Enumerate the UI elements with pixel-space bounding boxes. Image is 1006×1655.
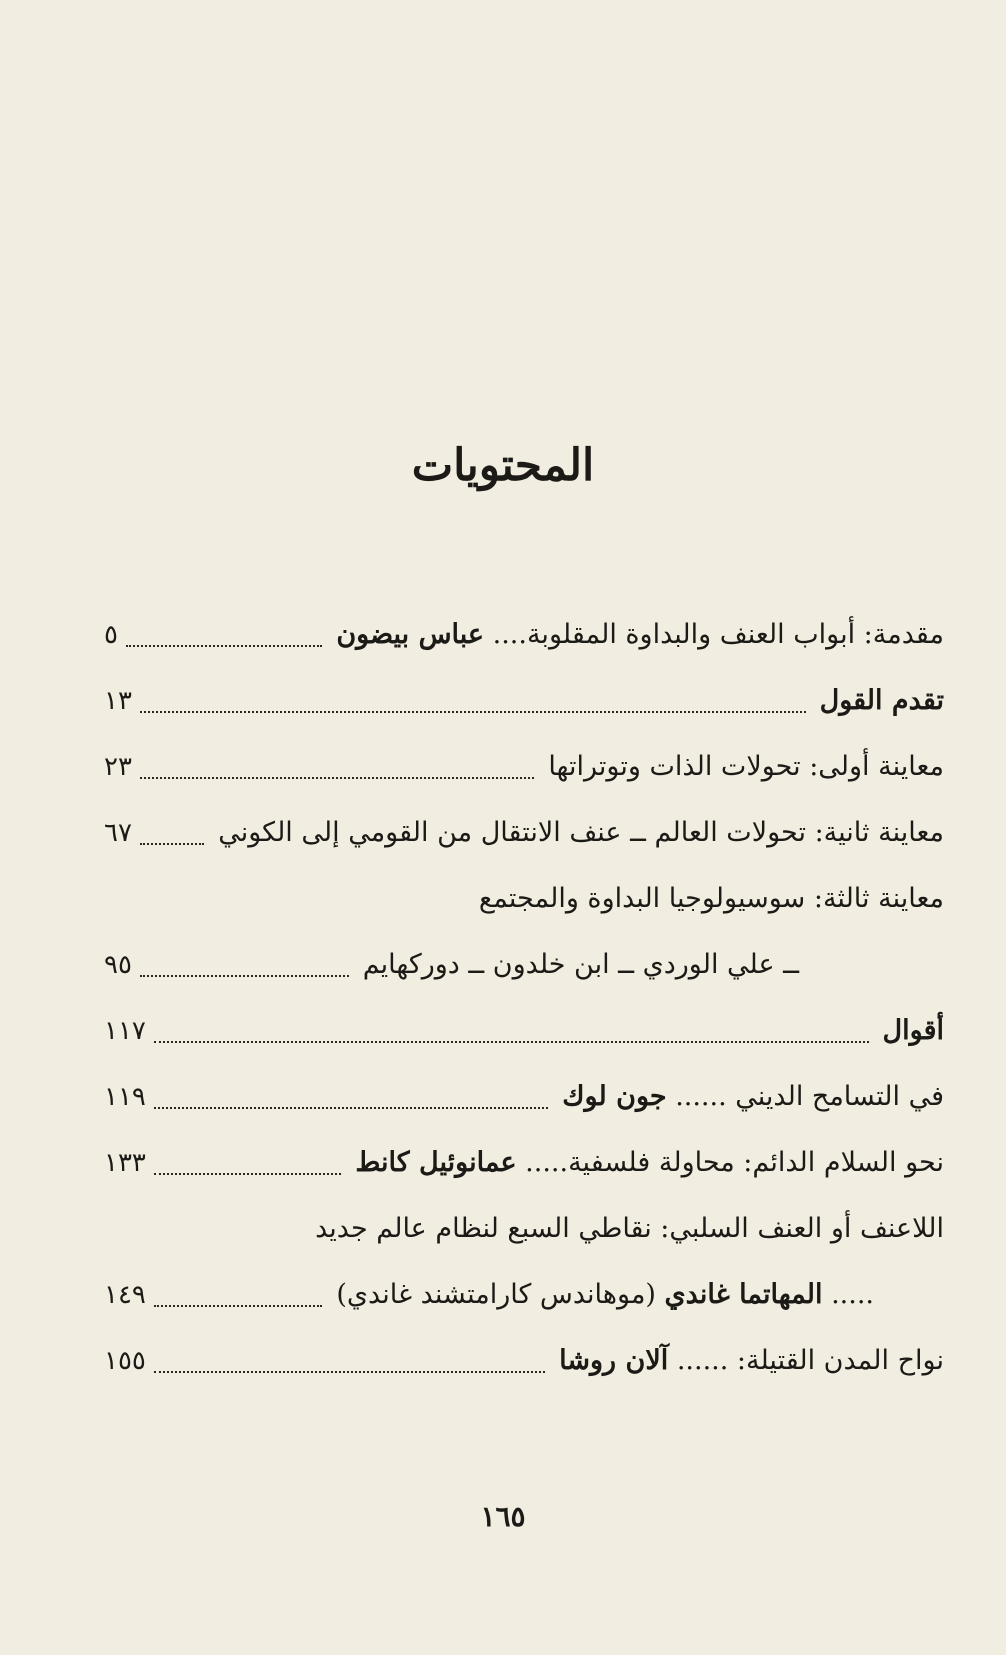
leader-dots [140, 777, 534, 779]
toc-entry-author: آلان روشا [559, 1345, 669, 1376]
toc-entry-third-survey-continued [104, 942, 944, 988]
toc-entry-page: ١١٧ [104, 1016, 146, 1046]
toc-entry-author: عمانوئيل كانط [355, 1147, 517, 1178]
toc-entry-label: ..... المهاتما غاندي (موهاندس كارامتشند غاندي) [336, 1279, 874, 1310]
toc-entry-locke [104, 1074, 944, 1120]
leader-dots [140, 711, 806, 713]
leader-dots [140, 843, 204, 845]
toc-entry-page: ٩٥ [104, 950, 132, 980]
leader-dots [154, 1173, 342, 1175]
toc-entry-sayings [104, 1008, 944, 1054]
toc-entry-gandhi [104, 1272, 944, 1318]
toc-entry-page: ١١٩ [104, 1082, 146, 1112]
toc-entry-rocha [104, 1338, 944, 1384]
toc-entry-third-survey [104, 876, 944, 922]
toc-entry-introduction [104, 612, 944, 658]
table-of-contents [104, 0, 944, 1655]
toc-entry-foreword [104, 678, 944, 724]
leader-dots [126, 645, 322, 647]
toc-entry-label: نحو السلام الدائم: محاولة فلسفية..... عمانوئيل كانط [355, 1147, 944, 1178]
toc-entry-page: ٥ [104, 620, 118, 650]
toc-entry-page: ١٥٥ [104, 1346, 146, 1376]
toc-entry-label: في التسامح الديني ...... جون لوك [562, 1081, 944, 1112]
toc-entry-first-survey [104, 744, 944, 790]
toc-entry-page: ٦٧ [104, 818, 132, 848]
toc-entry-label: اللاعنف أو العنف السلبي: نقاطي السبع لنظام عالم جديد [315, 1213, 944, 1244]
leader-dots [154, 1041, 869, 1043]
leader-dots [154, 1107, 548, 1109]
toc-entry-kant [104, 1140, 944, 1186]
toc-entry-label: معاينة أولى: تحولات الذات وتوتراتها [548, 751, 944, 782]
page-title: المحتويات [411, 440, 595, 491]
toc-entry-page: ٢٣ [104, 752, 132, 782]
toc-entry-page: ١٤٩ [104, 1280, 146, 1310]
toc-entry-author: المهاتما غاندي [664, 1279, 823, 1310]
page-number: ١٦٥ [480, 1500, 526, 1533]
toc-entry-label: نواح المدن القتيلة: ...... آلان روشا [559, 1345, 944, 1376]
toc-entry-page: ١٣ [104, 686, 132, 716]
leader-dots [154, 1371, 545, 1373]
toc-entry-author: جون لوك [562, 1081, 667, 1112]
leader-dots [140, 975, 349, 977]
toc-entry-page: ١٣٣ [104, 1148, 146, 1178]
toc-entry-label: ــ علي الوردي ــ ابن خلدون ــ دوركهايم [362, 949, 799, 980]
toc-entry-label: معاينة ثانية: تحولات العالم ــ عنف الانتقال من القومي إلى الكوني [218, 817, 944, 848]
toc-entry-label: تقدم القول [819, 685, 944, 716]
toc-entry-nonviolence [104, 1206, 944, 1252]
toc-entry-label: مقدمة: أبواب العنف والبداوة المقلوبة.... عباس بيضون [336, 619, 944, 650]
leader-dots [154, 1305, 322, 1307]
toc-entry-label: معاينة ثالثة: سوسيولوجيا البداوة والمجتمع [478, 883, 944, 914]
toc-entry-author: عباس بيضون [336, 619, 485, 650]
toc-entry-second-survey [104, 810, 944, 856]
toc-entry-label: أقوال [882, 1015, 944, 1046]
toc-entry-author-fullname: (موهاندس كارامتشند غاندي) [336, 1279, 656, 1310]
